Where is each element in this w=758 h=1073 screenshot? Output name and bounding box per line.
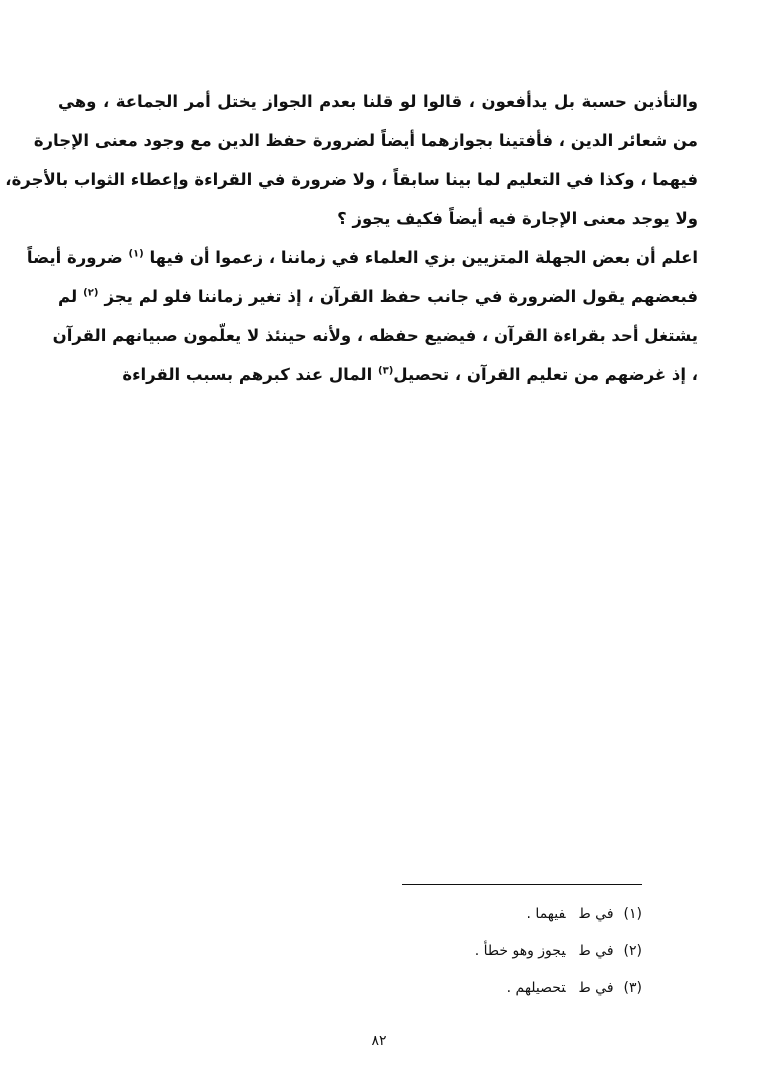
text-line-3: فيهما ، وكذا في التعليم لما بينا سابقاً ، ولا ضرورة في القراءة وإعطاء الثواب بالأجرة، bbox=[5, 170, 698, 189]
text-line-5-part-a: اعلم أن بعض الجهلة المتزيين بزي العلماء في زماننا ، زعموا أن فيها bbox=[149, 248, 698, 267]
footnote-1-source: في ط bbox=[579, 906, 614, 922]
text-line-8-part-b: المال عند كبرهم بسبب القراءة bbox=[122, 365, 373, 384]
page-number: ٨٢ bbox=[371, 1033, 387, 1049]
text-line-6-part-a: فبعضهم يقول الضرورة في جانب حفظ القرآن ، إذ تغير زماننا فلو لم يجز bbox=[104, 287, 698, 306]
footnote-marker-1: (١) bbox=[128, 248, 144, 260]
footnotes-block bbox=[342, 896, 642, 1007]
text-line-8-part-a: ، إذ غرضهم من تعليم القرآن ، تحصيل bbox=[393, 365, 698, 384]
footnote-marker-2: (٢) bbox=[83, 287, 99, 299]
text-line-7: يشتغل أحد بقراءة القرآن ، فيضيع حفظه ، ولأنه حينئذ لا يعلّمون صبيانهم القرآن bbox=[52, 326, 698, 345]
main-text-block bbox=[5, 82, 698, 394]
footnote-3-source: في ط bbox=[579, 980, 614, 996]
text-line-5 bbox=[26, 238, 698, 277]
footnote-3-text: تحصيلهم . bbox=[506, 980, 566, 996]
text-line-2: من شعائر الدين ، فأفتينا بجوازهما أيضاً لضرورة حفظ الدين مع وجود معنى الإجارة bbox=[33, 131, 698, 150]
footnote-3 bbox=[342, 970, 642, 1007]
footnote-1 bbox=[342, 896, 642, 933]
footnote-1-text: فيهما . bbox=[526, 906, 566, 922]
text-line-1: والتأذين حسبة بل يدأفعون ، قالوا لو قلنا بعدم الجواز يختل أمر الجماعة ، وهي bbox=[58, 92, 698, 111]
text-line-5-part-b: ضرورة أيضاً bbox=[26, 248, 123, 267]
footnote-2-number: (٢) bbox=[623, 943, 642, 959]
footnote-2-source: في ط bbox=[579, 943, 614, 959]
footnote-marker-3: (٣) bbox=[378, 365, 394, 377]
footnote-3-number: (٣) bbox=[623, 980, 642, 996]
text-line-6 bbox=[58, 277, 698, 316]
footnote-2 bbox=[342, 933, 642, 970]
text-line-4: ولا يوجد معنى الإجارة فيه أيضاً فكيف يجوز ؟ bbox=[337, 209, 698, 228]
footnote-2-text: يجوز وهو خطأ . bbox=[474, 943, 566, 959]
footnote-1-number: (١) bbox=[623, 906, 642, 922]
footnote-separator bbox=[402, 884, 642, 885]
text-line-6-part-b: لم bbox=[58, 287, 78, 306]
text-line-8 bbox=[58, 355, 698, 394]
